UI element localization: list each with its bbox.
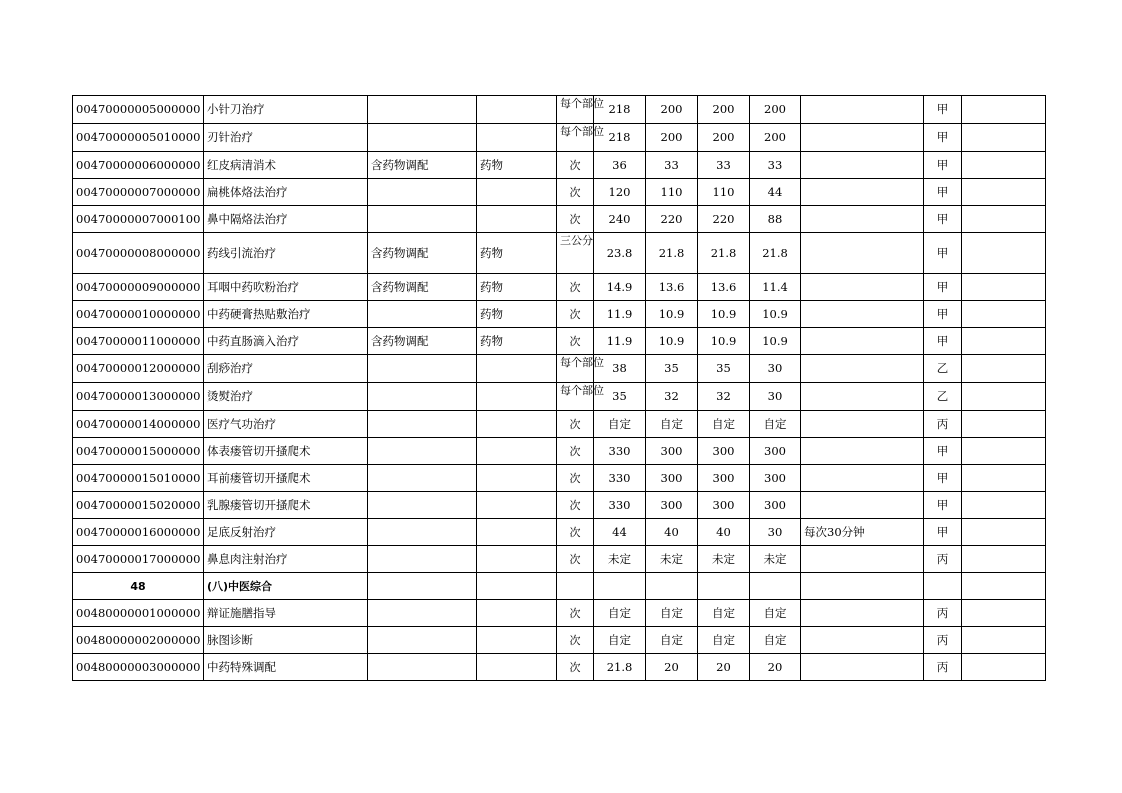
item-code-cell: 00470000014000000 [73, 411, 204, 438]
item-code-cell: 00470000006000000 [73, 152, 204, 179]
excluded-content-cell: 药物 [477, 152, 557, 179]
price-level-1-cell: 44 [594, 519, 646, 546]
item-code-cell: 00470000007000100 [73, 206, 204, 233]
price-level-1-cell [594, 573, 646, 600]
price-level-4-cell: 30 [750, 383, 801, 411]
remark-cell [962, 206, 1046, 233]
note-cell [801, 206, 924, 233]
included-content-cell [368, 179, 477, 206]
remark-cell [962, 274, 1046, 301]
item-name-cell: 乳腺瘘管切开搔爬术 [204, 492, 368, 519]
excluded-content-cell [477, 383, 557, 411]
price-level-4-cell: 300 [750, 438, 801, 465]
pricing-unit-cell: 次 [557, 328, 594, 355]
item-code-cell: 00470000012000000 [73, 355, 204, 383]
insurance-class-cell: 甲 [924, 233, 962, 274]
note-cell: 每次30分钟 [801, 519, 924, 546]
excluded-content-cell: 药物 [477, 233, 557, 274]
price-level-4-cell: 88 [750, 206, 801, 233]
table-row [73, 465, 1046, 492]
item-code-cell: 00470000015010000 [73, 465, 204, 492]
price-level-1-cell: 38 [594, 355, 646, 383]
remark-cell [962, 179, 1046, 206]
price-level-3-cell [698, 573, 750, 600]
item-code-cell: 00470000011000000 [73, 328, 204, 355]
excluded-content-cell [477, 465, 557, 492]
price-level-2-cell: 自定 [646, 627, 698, 654]
price-level-2-cell: 自定 [646, 411, 698, 438]
price-level-1-cell: 21.8 [594, 654, 646, 681]
excluded-content-cell [477, 492, 557, 519]
item-code-cell: 00470000015000000 [73, 438, 204, 465]
note-cell [801, 600, 924, 627]
price-level-2-cell: 32 [646, 383, 698, 411]
fee-table [72, 95, 1046, 681]
note-cell [801, 328, 924, 355]
included-content-cell [368, 627, 477, 654]
price-level-2-cell: 300 [646, 492, 698, 519]
price-level-4-cell: 30 [750, 519, 801, 546]
insurance-class-cell: 乙 [924, 355, 962, 383]
section-row [73, 573, 1046, 600]
item-code-cell: 00470000013000000 [73, 383, 204, 411]
item-name-cell: 耳咽中药吹粉治疗 [204, 274, 368, 301]
note-cell [801, 546, 924, 573]
table-row [73, 124, 1046, 152]
price-level-4-cell: 11.4 [750, 274, 801, 301]
insurance-class-cell: 甲 [924, 519, 962, 546]
note-cell [801, 355, 924, 383]
price-level-1-cell: 11.9 [594, 301, 646, 328]
remark-cell [962, 383, 1046, 411]
price-level-1-cell: 14.9 [594, 274, 646, 301]
price-level-4-cell: 10.9 [750, 328, 801, 355]
insurance-class-cell: 乙 [924, 383, 962, 411]
item-name-cell: 医疗气功治疗 [204, 411, 368, 438]
item-name-cell: 刮痧治疗 [204, 355, 368, 383]
price-level-2-cell [646, 573, 698, 600]
item-code-cell: 48 [73, 573, 204, 600]
price-level-3-cell: 20 [698, 654, 750, 681]
price-level-3-cell: 200 [698, 124, 750, 152]
included-content-cell [368, 546, 477, 573]
price-level-3-cell: 35 [698, 355, 750, 383]
price-level-4-cell: 200 [750, 124, 801, 152]
price-level-1-cell: 120 [594, 179, 646, 206]
included-content-cell [368, 383, 477, 411]
note-cell [801, 96, 924, 124]
price-level-2-cell: 40 [646, 519, 698, 546]
item-name-cell: 刃针治疗 [204, 124, 368, 152]
insurance-class-cell: 甲 [924, 492, 962, 519]
included-content-cell [368, 492, 477, 519]
remark-cell [962, 328, 1046, 355]
excluded-content-cell [477, 355, 557, 383]
price-level-3-cell: 13.6 [698, 274, 750, 301]
insurance-class-cell: 丙 [924, 627, 962, 654]
pricing-unit-cell: 次 [557, 627, 594, 654]
price-level-2-cell: 自定 [646, 600, 698, 627]
item-code-cell: 00470000016000000 [73, 519, 204, 546]
excluded-content-cell [477, 438, 557, 465]
remark-cell [962, 573, 1046, 600]
note-cell [801, 438, 924, 465]
note-cell [801, 465, 924, 492]
price-level-4-cell: 自定 [750, 600, 801, 627]
included-content-cell [368, 519, 477, 546]
price-level-4-cell: 10.9 [750, 301, 801, 328]
pricing-unit-cell: 次 [557, 492, 594, 519]
price-level-4-cell: 33 [750, 152, 801, 179]
remark-cell [962, 465, 1046, 492]
note-cell [801, 274, 924, 301]
note-cell [801, 573, 924, 600]
included-content-cell [368, 654, 477, 681]
price-level-1-cell: 11.9 [594, 328, 646, 355]
price-level-2-cell: 200 [646, 96, 698, 124]
remark-cell [962, 152, 1046, 179]
pricing-unit-cell: 次 [557, 301, 594, 328]
item-name-cell: 鼻中隔烙法治疗 [204, 206, 368, 233]
price-level-3-cell: 300 [698, 492, 750, 519]
price-level-3-cell: 220 [698, 206, 750, 233]
price-level-3-cell: 32 [698, 383, 750, 411]
price-level-2-cell: 35 [646, 355, 698, 383]
price-level-1-cell: 自定 [594, 627, 646, 654]
price-level-1-cell: 218 [594, 124, 646, 152]
pricing-unit-cell: 次 [557, 600, 594, 627]
insurance-class-cell: 甲 [924, 438, 962, 465]
pricing-unit-cell: 次 [557, 438, 594, 465]
remark-cell [962, 492, 1046, 519]
item-name-cell: 小针刀治疗 [204, 96, 368, 124]
pricing-unit-cell [557, 573, 594, 600]
insurance-class-cell: 丙 [924, 546, 962, 573]
insurance-class-cell: 丙 [924, 411, 962, 438]
excluded-content-cell [477, 573, 557, 600]
item-name-cell: 中药直肠滴入治疗 [204, 328, 368, 355]
note-cell [801, 301, 924, 328]
item-code-cell: 00470000017000000 [73, 546, 204, 573]
excluded-content-cell [477, 124, 557, 152]
insurance-class-cell: 甲 [924, 96, 962, 124]
excluded-content-cell [477, 179, 557, 206]
item-code-cell: 00470000010000000 [73, 301, 204, 328]
price-level-1-cell: 未定 [594, 546, 646, 573]
price-level-3-cell: 200 [698, 96, 750, 124]
table-row [73, 383, 1046, 411]
table-row [73, 492, 1046, 519]
pricing-unit-cell: 每个部位 [557, 124, 594, 152]
note-cell [801, 492, 924, 519]
note-cell [801, 124, 924, 152]
remark-cell [962, 355, 1046, 383]
item-name-cell: 脉图诊断 [204, 627, 368, 654]
table-row [73, 233, 1046, 274]
price-level-1-cell: 218 [594, 96, 646, 124]
price-level-2-cell: 110 [646, 179, 698, 206]
insurance-class-cell: 甲 [924, 206, 962, 233]
price-level-4-cell: 300 [750, 492, 801, 519]
item-code-cell: 00470000007000000 [73, 179, 204, 206]
excluded-content-cell [477, 546, 557, 573]
item-name-cell: 中药特殊调配 [204, 654, 368, 681]
price-level-3-cell: 自定 [698, 627, 750, 654]
remark-cell [962, 627, 1046, 654]
price-level-4-cell: 自定 [750, 627, 801, 654]
item-code-cell: 00470000005000000 [73, 96, 204, 124]
item-code-cell: 00480000002000000 [73, 627, 204, 654]
included-content-cell [368, 600, 477, 627]
pricing-unit-cell: 三公分 [557, 233, 594, 274]
table-row [73, 627, 1046, 654]
price-level-1-cell: 自定 [594, 411, 646, 438]
pricing-unit-cell: 次 [557, 179, 594, 206]
item-code-cell: 00480000003000000 [73, 654, 204, 681]
note-cell [801, 179, 924, 206]
excluded-content-cell: 药物 [477, 301, 557, 328]
remark-cell [962, 519, 1046, 546]
insurance-class-cell [924, 573, 962, 600]
table-row [73, 96, 1046, 124]
item-name-cell: 中药硬膏热贴敷治疗 [204, 301, 368, 328]
table-row [73, 206, 1046, 233]
remark-cell [962, 96, 1046, 124]
price-level-3-cell: 10.9 [698, 328, 750, 355]
item-code-cell: 00470000005010000 [73, 124, 204, 152]
table-row [73, 355, 1046, 383]
insurance-class-cell: 甲 [924, 124, 962, 152]
remark-cell [962, 546, 1046, 573]
insurance-class-cell: 甲 [924, 152, 962, 179]
price-level-1-cell: 330 [594, 438, 646, 465]
excluded-content-cell: 药物 [477, 274, 557, 301]
table-row [73, 600, 1046, 627]
excluded-content-cell [477, 519, 557, 546]
price-level-3-cell: 自定 [698, 411, 750, 438]
excluded-content-cell [477, 654, 557, 681]
insurance-class-cell: 甲 [924, 179, 962, 206]
price-level-2-cell: 21.8 [646, 233, 698, 274]
price-level-2-cell: 200 [646, 124, 698, 152]
pricing-unit-cell: 次 [557, 152, 594, 179]
insurance-class-cell: 甲 [924, 465, 962, 492]
included-content-cell [368, 465, 477, 492]
pricing-unit-cell: 次 [557, 654, 594, 681]
price-level-4-cell: 300 [750, 465, 801, 492]
price-level-1-cell: 330 [594, 492, 646, 519]
item-name-cell: 辩证施膳指导 [204, 600, 368, 627]
table-row [73, 519, 1046, 546]
price-level-3-cell: 33 [698, 152, 750, 179]
price-level-4-cell: 30 [750, 355, 801, 383]
item-name-cell: 鼻息肉注射治疗 [204, 546, 368, 573]
pricing-unit-cell: 每个部位 [557, 355, 594, 383]
price-level-4-cell: 未定 [750, 546, 801, 573]
included-content-cell [368, 96, 477, 124]
price-level-2-cell: 10.9 [646, 301, 698, 328]
note-cell [801, 383, 924, 411]
included-content-cell: 含药物调配 [368, 152, 477, 179]
table-row [73, 274, 1046, 301]
price-level-2-cell: 300 [646, 438, 698, 465]
note-cell [801, 627, 924, 654]
remark-cell [962, 233, 1046, 274]
included-content-cell [368, 124, 477, 152]
item-code-cell: 00470000015020000 [73, 492, 204, 519]
remark-cell [962, 301, 1046, 328]
price-level-4-cell: 20 [750, 654, 801, 681]
table-row [73, 546, 1046, 573]
table-row [73, 328, 1046, 355]
remark-cell [962, 411, 1046, 438]
pricing-unit-cell: 次 [557, 519, 594, 546]
price-level-2-cell: 10.9 [646, 328, 698, 355]
included-content-cell: 含药物调配 [368, 233, 477, 274]
price-level-1-cell: 330 [594, 465, 646, 492]
item-name-cell: 耳前瘘管切开搔爬术 [204, 465, 368, 492]
included-content-cell: 含药物调配 [368, 328, 477, 355]
item-code-cell: 00480000001000000 [73, 600, 204, 627]
item-name-cell: 足底反射治疗 [204, 519, 368, 546]
item-code-cell: 00470000009000000 [73, 274, 204, 301]
remark-cell [962, 600, 1046, 627]
price-level-4-cell [750, 573, 801, 600]
included-content-cell [368, 206, 477, 233]
price-level-2-cell: 220 [646, 206, 698, 233]
price-level-3-cell: 自定 [698, 600, 750, 627]
item-name-cell: (八)中医综合 [204, 573, 368, 600]
pricing-unit-cell: 次 [557, 411, 594, 438]
table-row [73, 411, 1046, 438]
price-level-3-cell: 40 [698, 519, 750, 546]
item-name-cell: 红皮病清消术 [204, 152, 368, 179]
price-level-3-cell: 21.8 [698, 233, 750, 274]
price-level-2-cell: 33 [646, 152, 698, 179]
excluded-content-cell [477, 206, 557, 233]
price-level-4-cell: 21.8 [750, 233, 801, 274]
price-level-2-cell: 20 [646, 654, 698, 681]
price-level-1-cell: 240 [594, 206, 646, 233]
item-code-cell: 00470000008000000 [73, 233, 204, 274]
table-row [73, 179, 1046, 206]
note-cell [801, 233, 924, 274]
excluded-content-cell [477, 627, 557, 654]
table-row [73, 438, 1046, 465]
price-level-3-cell: 300 [698, 465, 750, 492]
pricing-unit-cell: 每个部位 [557, 96, 594, 124]
price-level-2-cell: 13.6 [646, 274, 698, 301]
insurance-class-cell: 甲 [924, 301, 962, 328]
included-content-cell: 含药物调配 [368, 274, 477, 301]
price-level-3-cell: 10.9 [698, 301, 750, 328]
included-content-cell [368, 301, 477, 328]
note-cell [801, 654, 924, 681]
price-level-3-cell: 110 [698, 179, 750, 206]
included-content-cell [368, 355, 477, 383]
table-row [73, 301, 1046, 328]
excluded-content-cell [477, 600, 557, 627]
price-level-3-cell: 300 [698, 438, 750, 465]
price-level-1-cell: 36 [594, 152, 646, 179]
excluded-content-cell: 药物 [477, 328, 557, 355]
price-level-3-cell: 未定 [698, 546, 750, 573]
price-level-2-cell: 300 [646, 465, 698, 492]
price-level-4-cell: 44 [750, 179, 801, 206]
insurance-class-cell: 甲 [924, 274, 962, 301]
price-level-1-cell: 23.8 [594, 233, 646, 274]
price-level-4-cell: 自定 [750, 411, 801, 438]
remark-cell [962, 124, 1046, 152]
price-level-1-cell: 自定 [594, 600, 646, 627]
price-level-2-cell: 未定 [646, 546, 698, 573]
remark-cell [962, 654, 1046, 681]
pricing-unit-cell: 每个部位 [557, 383, 594, 411]
table-row [73, 654, 1046, 681]
table-row [73, 152, 1046, 179]
table-body [73, 96, 1046, 681]
item-name-cell: 体表瘘管切开搔爬术 [204, 438, 368, 465]
note-cell [801, 411, 924, 438]
price-level-1-cell: 35 [594, 383, 646, 411]
insurance-class-cell: 丙 [924, 654, 962, 681]
remark-cell [962, 438, 1046, 465]
excluded-content-cell [477, 96, 557, 124]
note-cell [801, 152, 924, 179]
insurance-class-cell: 甲 [924, 328, 962, 355]
insurance-class-cell: 丙 [924, 600, 962, 627]
included-content-cell [368, 411, 477, 438]
included-content-cell [368, 438, 477, 465]
pricing-unit-cell: 次 [557, 465, 594, 492]
item-name-cell: 扁桃体烙法治疗 [204, 179, 368, 206]
item-name-cell: 烫熨治疗 [204, 383, 368, 411]
pricing-unit-cell: 次 [557, 206, 594, 233]
price-level-4-cell: 200 [750, 96, 801, 124]
pricing-unit-cell: 次 [557, 546, 594, 573]
pricing-unit-cell: 次 [557, 274, 594, 301]
item-name-cell: 药线引流治疗 [204, 233, 368, 274]
excluded-content-cell [477, 411, 557, 438]
included-content-cell [368, 573, 477, 600]
